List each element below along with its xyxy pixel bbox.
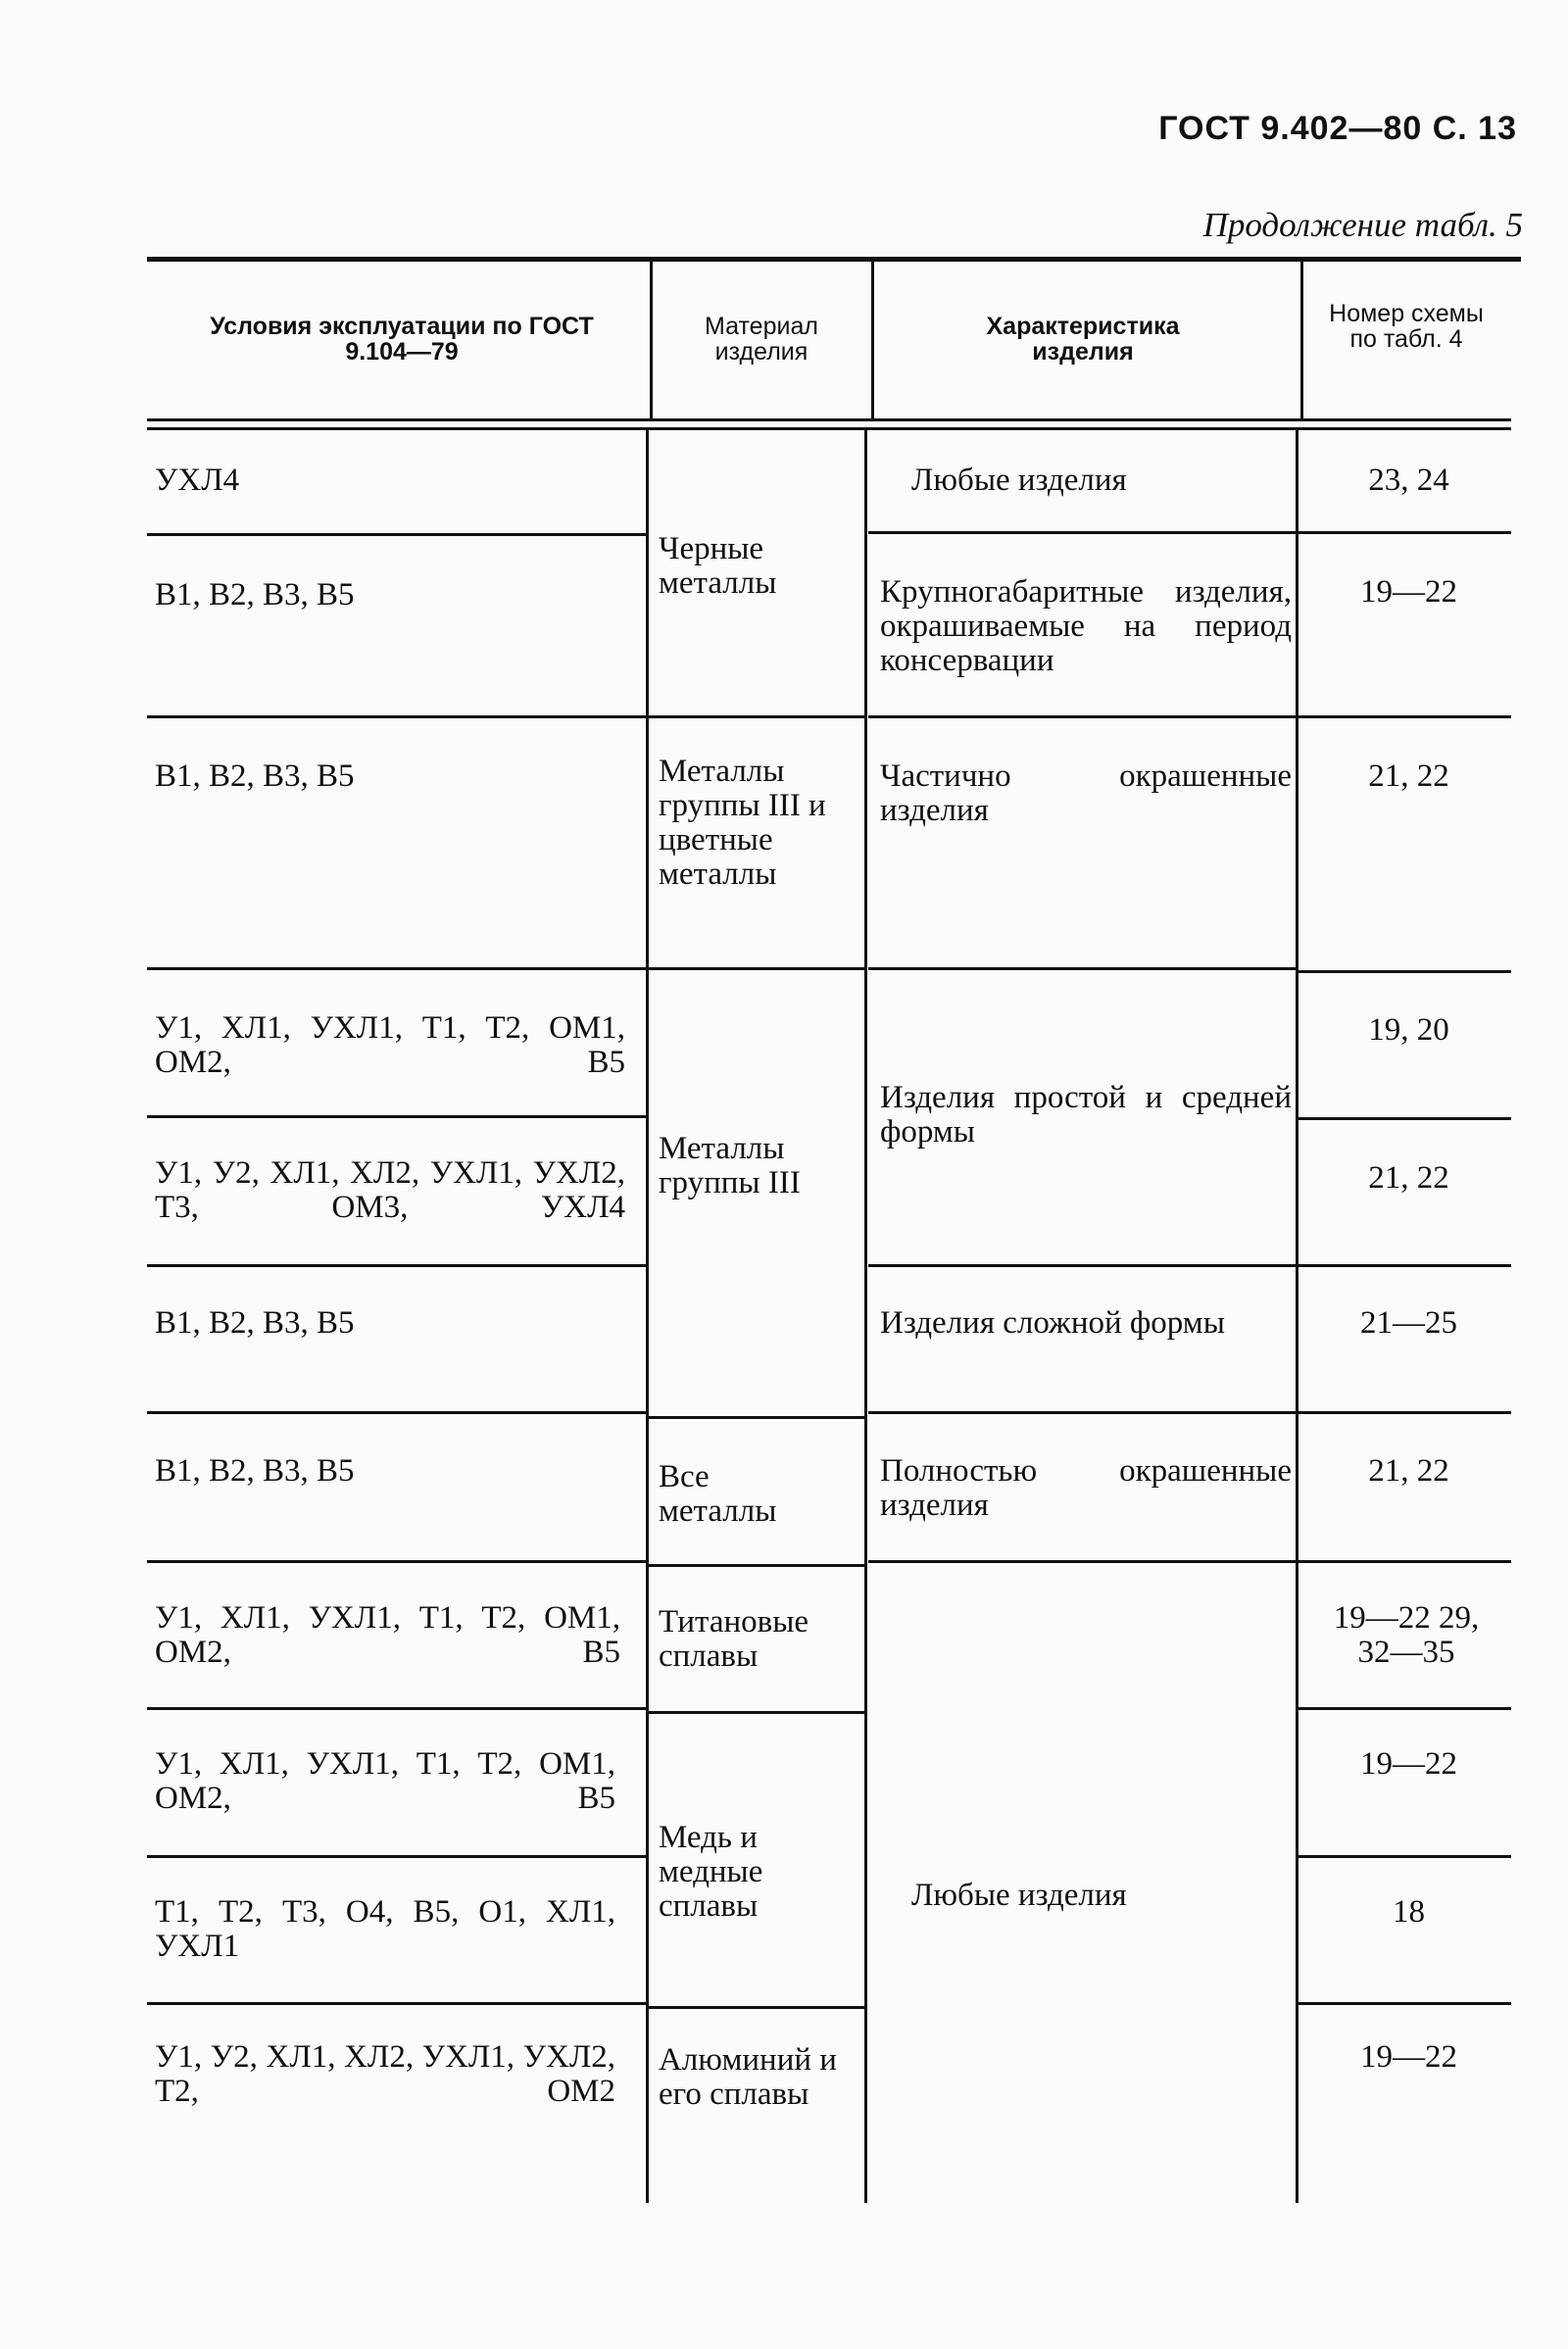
- row-rule: [147, 533, 646, 536]
- head-divider-2: [871, 261, 874, 420]
- characteristic-cell: Крупногабаритные изделия, окрашиваемые на период консервации: [880, 574, 1292, 678]
- material-cell: Металлы группы III и цветные металлы: [659, 754, 826, 892]
- row-rule: [147, 1855, 646, 1858]
- row-rule: [868, 531, 1296, 534]
- condition-cell: В1, В2, В3, В5: [155, 1453, 355, 1489]
- condition-cell: У1, У2, ХЛ1, ХЛ2, УХЛ1, УХЛ2, Т2, ОМ2: [155, 2039, 615, 2109]
- row-rule: [1298, 1855, 1511, 1858]
- head-divider-3: [1300, 261, 1303, 420]
- col-divider-1: [646, 429, 649, 2203]
- scheme-number-cell: 21, 22: [1368, 759, 1449, 794]
- col-divider-3: [1296, 429, 1298, 2203]
- material-cell: Медь и медные сплавы: [659, 1820, 763, 1924]
- characteristic-cell: Изделия простой и средней формы: [880, 1080, 1292, 1150]
- col-divider-2: [864, 429, 867, 2203]
- row-rule: [868, 715, 1296, 718]
- row-rule: [1298, 2002, 1511, 2005]
- material-cell: Алюминий и его сплавы: [659, 2042, 837, 2112]
- row-rule: [147, 1411, 646, 1414]
- scheme-number-cell: 18: [1393, 1894, 1425, 1930]
- row-rule: [147, 1264, 646, 1267]
- row-rule: [649, 1416, 864, 1419]
- row-rule: [649, 1564, 864, 1567]
- scheme-number-cell: 19, 20: [1368, 1012, 1449, 1048]
- material-cell: Титановые сплавы: [659, 1604, 809, 1674]
- row-rule: [868, 967, 1296, 970]
- material-cell: Все металлы: [659, 1459, 777, 1529]
- characteristic-cell: Полностью окрашенные изделия: [880, 1453, 1292, 1523]
- table-top-rule: [147, 257, 1521, 262]
- condition-cell: В1, В2, В3, В5: [155, 1305, 355, 1341]
- condition-cell: В1, В2, В3, В5: [155, 759, 355, 794]
- row-rule: [649, 967, 864, 970]
- column-header-material: Материал изделия: [705, 313, 818, 366]
- table-caption: Продолжение табл. 5: [1202, 206, 1523, 244]
- row-rule: [1298, 531, 1511, 534]
- condition-cell: У1, У2, ХЛ1, ХЛ2, УХЛ1, УХЛ2, Т3, ОМ3, УХЛ4: [155, 1155, 625, 1225]
- row-rule: [147, 715, 646, 718]
- column-header-scheme-number: Номер схемы по табл. 4: [1329, 300, 1484, 353]
- condition-cell: Т1, Т2, Т3, О4, В5, О1, ХЛ1, УХЛ1: [155, 1894, 615, 1964]
- row-rule: [1298, 970, 1511, 973]
- characteristic-cell: Любые изделия: [911, 463, 1127, 498]
- material-cell: Черные металлы: [659, 531, 777, 601]
- row-rule: [147, 2002, 646, 2005]
- header-rule-1: [147, 418, 1511, 421]
- scheme-number-cell: 23, 24: [1368, 463, 1449, 498]
- condition-cell: В1, В2, В3, В5: [155, 577, 355, 612]
- row-rule: [868, 1264, 1296, 1267]
- scheme-number-cell: 19—22: [1360, 1746, 1457, 1782]
- column-header-conditions: Условия эксплуатации по ГОСТ 9.104—79: [210, 313, 594, 366]
- row-rule: [147, 1560, 646, 1563]
- row-rule: [649, 715, 864, 718]
- condition-cell: У1, ХЛ1, УХЛ1, Т1, Т2, ОМ1, ОМ2, В5: [155, 1746, 615, 1816]
- row-rule: [147, 1707, 646, 1710]
- row-rule: [649, 2006, 864, 2009]
- page-header: ГОСТ 9.402—80 С. 13: [1158, 110, 1517, 147]
- row-rule: [649, 1711, 864, 1714]
- scheme-number-cell: 21, 22: [1368, 1453, 1449, 1489]
- row-rule: [147, 1115, 646, 1118]
- characteristic-cell: Любые изделия: [911, 1878, 1127, 1913]
- row-rule: [1298, 1707, 1511, 1710]
- row-rule: [1298, 715, 1511, 718]
- row-rule: [1298, 1117, 1511, 1120]
- row-rule: [1298, 1411, 1511, 1414]
- condition-cell: У1, ХЛ1, УХЛ1, Т1, Т2, ОМ1, ОМ2, В5: [155, 1600, 620, 1670]
- head-divider-1: [650, 261, 653, 420]
- row-rule: [868, 1560, 1296, 1563]
- scheme-number-cell: 19—22: [1360, 2039, 1457, 2075]
- row-rule: [1298, 1560, 1511, 1563]
- condition-cell: У1, ХЛ1, УХЛ1, Т1, Т2, ОМ1, ОМ2, В5: [155, 1010, 625, 1080]
- condition-cell: УХЛ4: [155, 463, 240, 498]
- scheme-number-cell: 21—25: [1360, 1305, 1457, 1341]
- characteristic-cell: Изделия сложной формы: [880, 1305, 1225, 1341]
- scheme-number-cell: 21, 22: [1368, 1160, 1449, 1196]
- scheme-number-cell: 19—22: [1360, 574, 1457, 610]
- header-rule-2: [147, 427, 1511, 430]
- characteristic-cell: Частично окрашенные изделия: [880, 759, 1292, 828]
- scheme-number-cell: 19—22 29, 32—35: [1333, 1600, 1480, 1670]
- column-header-characteristic: Характеристика изделия: [986, 313, 1180, 366]
- material-cell: Металлы группы III: [659, 1131, 801, 1200]
- row-rule: [1298, 1264, 1511, 1267]
- row-rule: [147, 967, 646, 970]
- row-rule: [868, 1411, 1296, 1414]
